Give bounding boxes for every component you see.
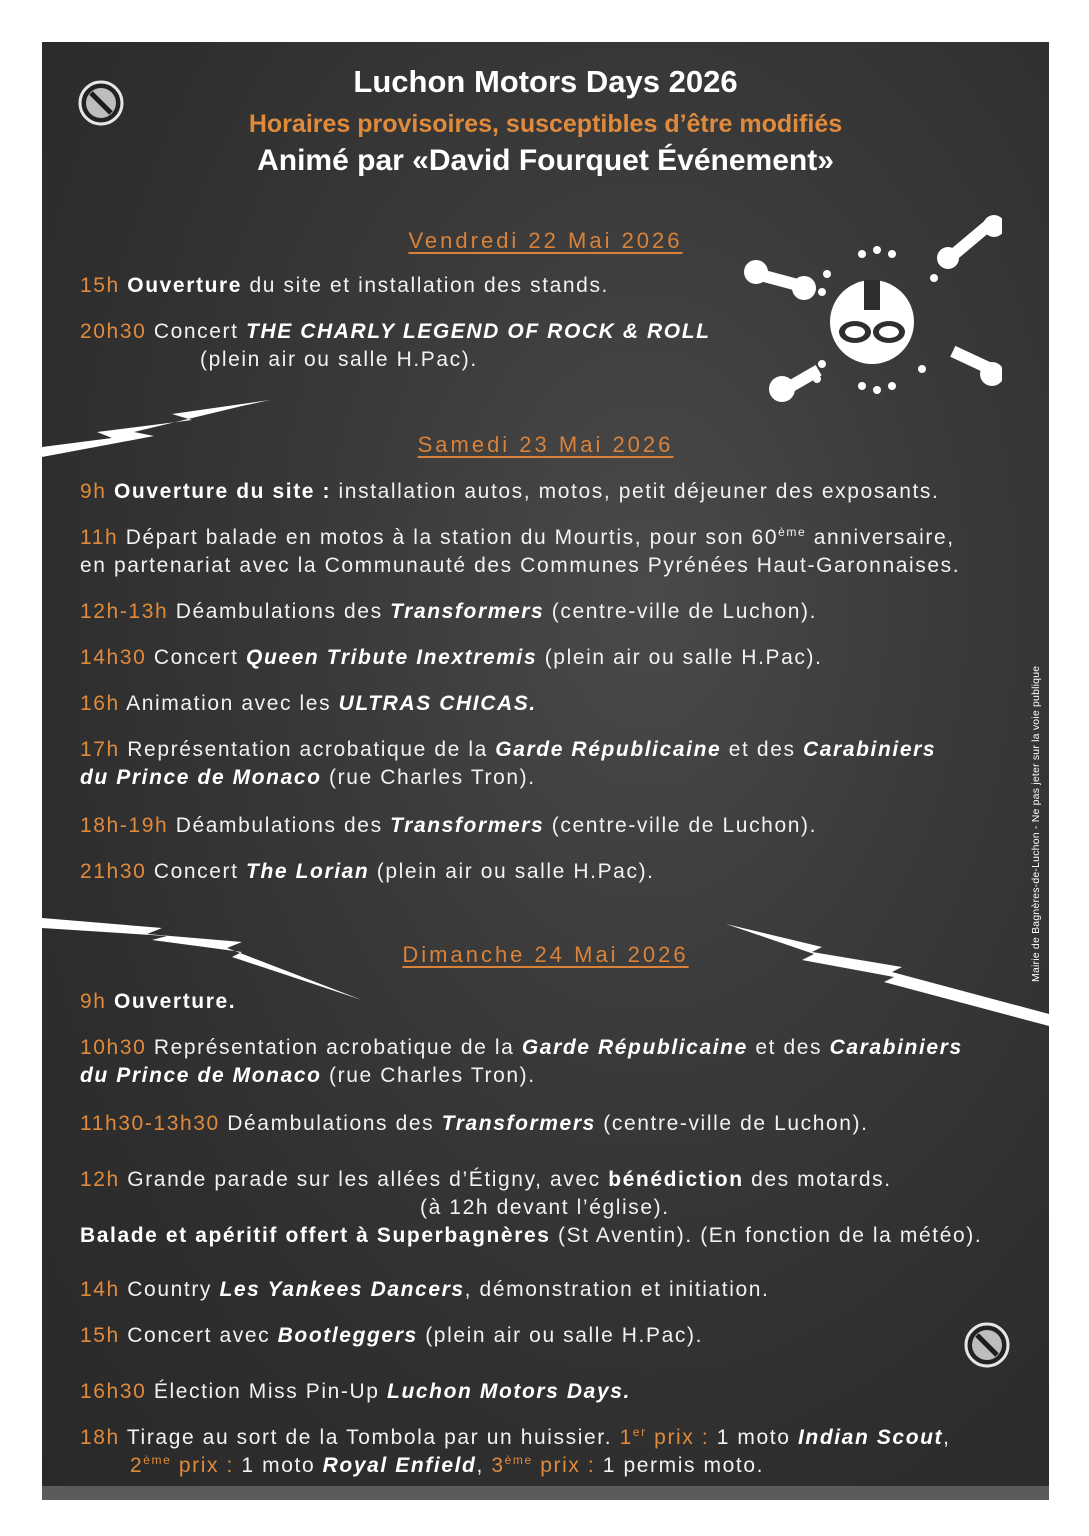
item-text: prix :: [171, 1454, 234, 1477]
item-text: ,: [943, 1426, 951, 1449]
item-text: Garde Républicaine: [495, 738, 722, 761]
schedule-item: [80, 988, 236, 1016]
item-text: Country: [127, 1278, 220, 1301]
item-text: (centre-ville de Luchon).: [544, 814, 818, 837]
item-text: Ouverture du site :: [114, 480, 332, 503]
schedule-item: [80, 858, 655, 886]
animated-by: Animé par «David Fourquet Événement»: [257, 144, 834, 177]
item-text: Élection Miss Pin-Up: [153, 1380, 388, 1403]
item-text: er: [632, 1425, 647, 1439]
item-text: (à 12h devant l’église).: [420, 1196, 670, 1219]
item-text: Représentation acrobatique de la: [127, 738, 496, 761]
item-text: en partenariat avec la Communauté des Communes Pyrénées Haut-Garonnaises.: [80, 554, 961, 577]
item-text: (rue Charles Tron).: [321, 766, 536, 789]
item-time: 12h-13h: [80, 600, 169, 623]
item-line: [80, 1222, 982, 1250]
item-text: Animation avec les: [126, 692, 339, 715]
item-text: (plein air ou salle H.Pac).: [369, 860, 655, 883]
schedule-item: [80, 1166, 982, 1250]
item-text: Départ balade en motos à la station du Mourtis, pour son 60: [125, 526, 779, 549]
item-text: Garde Républicaine: [521, 1036, 748, 1059]
item-text: Carabiniers: [829, 1036, 963, 1059]
item-text: Ouverture.: [114, 990, 237, 1013]
item-text: Carabiniers: [803, 738, 937, 761]
item-text: Déambulations des: [175, 814, 391, 837]
item-text: Concert: [153, 646, 247, 669]
schedule-item: [80, 812, 817, 840]
item-line: [80, 764, 936, 792]
item-time: 20h30: [80, 320, 147, 343]
item-text: Concert: [153, 320, 247, 343]
item-text: Transformers: [441, 1112, 596, 1135]
item-text: ème: [143, 1453, 172, 1467]
schedule-item: [80, 1110, 869, 1138]
item-text: 3: [491, 1454, 505, 1477]
item-text: Royal Enfield: [322, 1454, 477, 1477]
item-text: (centre-ville de Luchon).: [544, 600, 818, 623]
schedule-item: [80, 598, 817, 626]
item-time: 10h30: [80, 1036, 147, 1059]
item-line: [80, 1194, 982, 1222]
item-text: Luchon Motors Days.: [387, 1380, 631, 1403]
side-note: Mairie de Bagnères-de-Luchon - Ne pas jeter sur la voie publique: [1030, 665, 1042, 982]
page-title: Luchon Motors Days 2026: [353, 64, 738, 99]
item-text: 1 moto: [709, 1426, 798, 1449]
item-text: Concert: [153, 860, 247, 883]
item-text: (centre-ville de Luchon).: [595, 1112, 869, 1135]
item-text: (plein air ou salle H.Pac).: [537, 646, 823, 669]
item-time: 16h30: [80, 1380, 147, 1403]
item-text: du site et installation des stands.: [242, 274, 609, 297]
schedule-item: [80, 1322, 703, 1350]
schedule-item: [80, 1034, 963, 1090]
item-text: ,: [476, 1454, 492, 1477]
subtitle: Horaires provisoires, susceptibles d’être modifiés: [248, 110, 843, 138]
item-text: du Prince de Monaco: [80, 766, 322, 789]
schedule-item: [80, 1378, 631, 1406]
item-time: 17h: [80, 738, 120, 761]
item-text: Grande parade sur les allées d’Étigny, avec: [127, 1168, 609, 1191]
item-time: 16h: [80, 692, 120, 715]
item-text: Déambulations des: [175, 600, 391, 623]
item-text: Concert avec: [127, 1324, 278, 1347]
schedule-item: [80, 736, 936, 792]
item-text: 1: [619, 1426, 633, 1449]
item-text: prix :: [532, 1454, 596, 1477]
item-text: Représentation acrobatique de la: [153, 1036, 522, 1059]
schedule-item: [80, 478, 939, 506]
schedule-item: [80, 524, 960, 580]
item-text: Tirage au sort de la Tombola par un huissier.: [126, 1426, 620, 1449]
item-line: [80, 552, 960, 580]
item-time: 11h30-13h30: [80, 1112, 220, 1135]
item-text: ème: [778, 525, 807, 539]
item-time: 18h: [80, 1426, 120, 1449]
schedule-item: [80, 1276, 769, 1304]
item-text: ULTRAS CHICAS.: [338, 692, 537, 715]
item-time: 12h: [80, 1168, 120, 1191]
item-text: THE CHARLY LEGEND OF ROCK & ROLL: [246, 320, 711, 343]
poster: [42, 42, 1049, 1500]
item-text: 1 permis moto.: [595, 1454, 765, 1477]
day-heading: Samedi 23 Mai 2026: [417, 432, 674, 457]
item-line: [80, 346, 711, 374]
item-text: , démonstration et initiation.: [464, 1278, 770, 1301]
item-text: 2: [130, 1454, 144, 1477]
item-text: (St Aventin). (En fonction de la météo).: [550, 1224, 983, 1247]
item-text: Les Yankees Dancers: [219, 1278, 465, 1301]
item-time: 9h: [80, 990, 107, 1013]
item-text: Queen Tribute Inextremis: [246, 646, 538, 669]
item-text: bénédiction: [608, 1168, 744, 1191]
item-text: Indian Scout: [797, 1426, 944, 1449]
item-text: ème: [504, 1453, 533, 1467]
item-time: 11h: [80, 526, 119, 549]
item-text: The Lorian: [246, 860, 370, 883]
item-text: Bootleggers: [277, 1324, 418, 1347]
item-time: 21h30: [80, 860, 147, 883]
item-text: Ouverture: [127, 274, 243, 297]
schedule-item: [80, 644, 823, 672]
item-text: anniversaire,: [806, 526, 955, 549]
day-heading: Vendredi 22 Mai 2026: [408, 228, 683, 253]
schedule-item: [80, 272, 609, 300]
item-text: et des: [721, 738, 804, 761]
schedule-item: [80, 1424, 951, 1480]
item-line: [80, 1062, 963, 1090]
item-text: (plein air ou salle H.Pac).: [417, 1324, 703, 1347]
screw-icon: [964, 1322, 1010, 1368]
day-heading: Dimanche 24 Mai 2026: [402, 942, 689, 967]
item-time: 14h: [80, 1278, 120, 1301]
item-text: installation autos, motos, petit déjeuner des exposants.: [331, 480, 940, 503]
item-text: des motards.: [743, 1168, 892, 1191]
item-time: 9h: [80, 480, 107, 503]
item-text: prix :: [646, 1426, 710, 1449]
item-text: Déambulations des: [227, 1112, 442, 1135]
item-text: (rue Charles Tron).: [321, 1064, 536, 1087]
item-text: Transformers: [390, 814, 545, 837]
item-time: 15h: [80, 274, 120, 297]
item-text: 1 moto: [233, 1454, 323, 1477]
bottom-bar: [42, 1486, 1049, 1500]
item-line: [80, 1452, 951, 1480]
item-time: 14h30: [80, 646, 147, 669]
item-text: et des: [747, 1036, 830, 1059]
item-text: Transformers: [390, 600, 545, 623]
item-text: (plein air ou salle H.Pac).: [200, 348, 478, 371]
item-time: 15h: [80, 1324, 120, 1347]
schedule-item: [80, 318, 711, 374]
item-text: Balade et apéritif offert à Superbagnères: [80, 1224, 551, 1247]
item-time: 18h-19h: [80, 814, 169, 837]
schedule-item: [80, 690, 537, 718]
item-text: du Prince de Monaco: [80, 1064, 322, 1087]
